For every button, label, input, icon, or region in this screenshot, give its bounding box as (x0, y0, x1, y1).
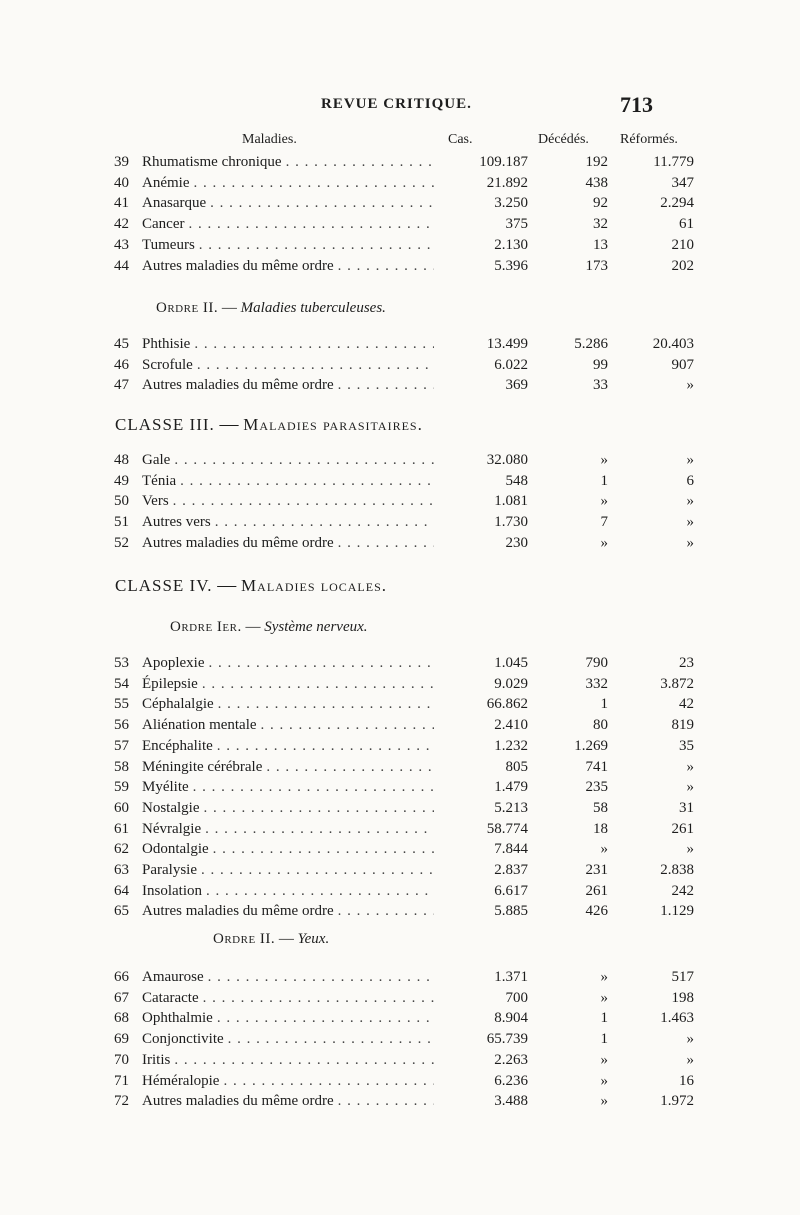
disease-name: Autres maladies du même ordre (142, 257, 334, 274)
leader-dots-inner (174, 450, 434, 470)
row-number: 63 (114, 862, 129, 878)
cell-decedes: 80 (593, 717, 608, 734)
leader-dots-inner (215, 512, 434, 532)
cell-reformes: » (686, 514, 694, 531)
leader-dots-inner (206, 881, 434, 901)
cell-decedes: 1 (600, 1031, 608, 1048)
leader-dots (199, 235, 434, 255)
row-number: 45 (114, 336, 129, 352)
disease-name: Ténia (142, 472, 177, 489)
row-number: 39 (114, 154, 129, 170)
row-number: 52 (114, 534, 129, 551)
leader-dots-inner (174, 1050, 434, 1070)
leader-dots-inner (193, 777, 434, 797)
disease-name: Encéphalite (142, 737, 213, 754)
row-number: 56 (114, 717, 129, 734)
table-row (114, 450, 694, 470)
leader-dots (210, 193, 434, 213)
leader-dots-inner (217, 1008, 434, 1028)
heading-title: Maladies parasitaires. (243, 415, 423, 434)
column-header-decedes: Décédés. (538, 132, 589, 147)
row-number: 55 (114, 696, 129, 713)
table-row (114, 1071, 694, 1091)
table-row (114, 334, 694, 354)
cell-reformes: 242 (671, 882, 694, 899)
table-row (114, 988, 694, 1008)
cell-decedes: 1 (600, 472, 608, 489)
leader-dots-inner (286, 152, 434, 172)
row-number: 64 (114, 882, 129, 899)
leader-dots-inner (223, 1071, 434, 1091)
leader-dots-inner (338, 1091, 434, 1111)
leader-dots (286, 152, 434, 172)
cell-cas: 2.837 (494, 862, 528, 878)
leader-dots (338, 375, 434, 395)
leader-dots (174, 1050, 434, 1070)
cell-decedes: 13 (593, 236, 608, 253)
classe-heading (115, 414, 423, 436)
disease-name: Autres vers (142, 514, 211, 531)
row-number: 69 (114, 1031, 129, 1048)
table-row (114, 256, 694, 276)
row-number: 51 (114, 514, 129, 531)
heading-separator: — (218, 300, 241, 316)
cell-decedes: 32 (593, 216, 608, 233)
cell-cas: 66.862 (486, 696, 528, 713)
cell-cas: 21.892 (486, 174, 528, 191)
heading-label: CLASSE IV. (115, 576, 213, 595)
leader-dots-inner (338, 533, 434, 553)
cell-reformes: » (686, 493, 694, 510)
table-row (114, 653, 694, 673)
cell-reformes: 20.403 (652, 336, 694, 352)
cell-reformes: 202 (671, 257, 694, 274)
cell-decedes: » (600, 841, 608, 858)
cell-reformes: » (686, 841, 694, 858)
cell-reformes: 517 (671, 969, 694, 985)
disease-name: Cancer (142, 216, 185, 233)
disease-name: Tumeurs (142, 236, 195, 253)
disease-name: Méningite cérébrale (142, 758, 263, 775)
table-row (114, 471, 694, 491)
cell-cas: 6.617 (494, 882, 528, 899)
cell-cas: 58.774 (486, 820, 528, 837)
leader-dots (205, 819, 434, 839)
cell-cas: 13.499 (486, 336, 528, 352)
leader-dots (223, 1071, 434, 1091)
cell-reformes: 2.838 (660, 862, 694, 878)
cell-cas: 2.410 (494, 717, 528, 734)
table-row (114, 1029, 694, 1049)
cell-reformes: » (686, 452, 694, 468)
cell-cas: 32.080 (486, 452, 528, 468)
disease-name: Céphalalgie (142, 696, 214, 713)
cell-decedes: 1 (600, 696, 608, 713)
row-number: 59 (114, 779, 129, 796)
leader-dots (215, 512, 434, 532)
table-row (114, 798, 694, 818)
cell-decedes: » (600, 989, 608, 1006)
heading-label: Ordre II. (156, 300, 219, 316)
row-number: 66 (114, 969, 129, 985)
cell-decedes: » (600, 534, 608, 551)
disease-name: Scrofule (142, 356, 193, 373)
order-heading (213, 931, 329, 948)
leader-dots-inner (194, 334, 434, 354)
cell-reformes: 1.972 (660, 1093, 694, 1110)
order-heading (156, 300, 386, 317)
leader-dots (193, 173, 434, 193)
cell-cas: 6.236 (494, 1072, 528, 1089)
cell-cas: 3.250 (494, 195, 528, 212)
disease-name: Odontalgie (142, 841, 209, 858)
cell-cas: 805 (505, 758, 528, 775)
running-title: REVUE CRITIQUE. (321, 96, 472, 112)
table-row (114, 736, 694, 756)
leader-dots (203, 988, 434, 1008)
disease-name: Vers (142, 493, 169, 510)
row-number: 62 (114, 841, 129, 858)
cell-decedes: 33 (593, 377, 608, 394)
leader-dots (201, 860, 434, 880)
heading-title: Système nerveux. (264, 619, 368, 635)
row-number: 44 (114, 257, 129, 274)
cell-reformes: 11.779 (653, 154, 694, 170)
cell-reformes: 210 (671, 236, 694, 253)
leader-dots-inner (213, 839, 434, 859)
table-row (114, 881, 694, 901)
table-row (114, 1091, 694, 1111)
cell-cas: 230 (505, 534, 528, 551)
leader-dots-inner (338, 901, 434, 921)
table-row (114, 777, 694, 797)
cell-reformes: » (686, 534, 694, 551)
leader-dots (338, 533, 434, 553)
column-header-cas: Cas. (448, 132, 473, 147)
leader-dots-inner (208, 967, 434, 987)
disease-name: Cataracte (142, 989, 199, 1006)
table-row (114, 901, 694, 921)
cell-cas: 1.730 (494, 514, 528, 531)
table-row (114, 235, 694, 255)
cell-decedes: 438 (585, 174, 608, 191)
cell-cas: 7.844 (494, 841, 528, 858)
leader-dots-inner (201, 860, 434, 880)
leader-dots (338, 901, 434, 921)
cell-reformes: 3.872 (660, 675, 694, 692)
order-heading (170, 619, 368, 636)
leader-dots-inner (204, 798, 435, 818)
leader-dots-inner (261, 715, 434, 735)
cell-reformes: » (686, 377, 694, 394)
disease-name: Autres maladies du même ordre (142, 1093, 334, 1110)
disease-name: Conjonctivite (142, 1031, 224, 1048)
cell-reformes: 198 (671, 989, 694, 1006)
table-row (114, 491, 694, 511)
table-row (114, 1050, 694, 1070)
row-number: 47 (114, 377, 129, 394)
cell-decedes: 231 (585, 862, 608, 878)
disease-name: Névralgie (142, 820, 202, 837)
row-number: 68 (114, 1010, 129, 1027)
leader-dots-inner (210, 193, 434, 213)
cell-reformes: 6 (686, 472, 694, 489)
page-number: 713 (620, 92, 653, 117)
cell-cas: 2.130 (494, 236, 528, 253)
cell-decedes: » (600, 1072, 608, 1089)
disease-name: Nostalgie (142, 799, 200, 816)
leader-dots-inner (203, 988, 434, 1008)
leader-dots (180, 471, 434, 491)
table-row (114, 1008, 694, 1028)
cell-reformes: 347 (671, 174, 694, 191)
row-number: 40 (114, 174, 129, 191)
leader-dots (217, 736, 434, 756)
disease-name: Rhumatisme chronique (142, 154, 282, 170)
leader-dots (208, 967, 434, 987)
cell-cas: 1.479 (494, 779, 528, 796)
cell-decedes: 18 (593, 820, 608, 837)
leader-dots (202, 674, 434, 694)
table-row (114, 512, 694, 532)
cell-cas: 5.885 (494, 903, 528, 920)
cell-reformes: 2.294 (660, 195, 694, 212)
table-row (114, 173, 694, 193)
leader-dots-inner (205, 819, 434, 839)
cell-decedes: 332 (585, 675, 608, 692)
row-number: 49 (114, 472, 129, 489)
column-header-maladies: Maladies. (242, 132, 297, 147)
table-row (114, 715, 694, 735)
cell-decedes: 261 (585, 882, 608, 899)
cell-cas: 109.187 (479, 154, 528, 170)
cell-cas: 1.081 (494, 493, 528, 510)
cell-cas: 1.232 (494, 737, 528, 754)
cell-reformes: 23 (679, 655, 694, 671)
row-number: 72 (114, 1093, 129, 1110)
leader-dots (213, 839, 434, 859)
leader-dots (197, 355, 434, 375)
leader-dots-inner (188, 214, 434, 234)
leader-dots (204, 798, 435, 818)
leader-dots-inner (208, 653, 434, 673)
leader-dots-inner (217, 736, 434, 756)
row-number: 43 (114, 236, 129, 253)
leader-dots (266, 757, 434, 777)
table-row (114, 860, 694, 880)
cell-cas: 8.904 (494, 1010, 528, 1027)
leader-dots (188, 214, 434, 234)
disease-name: Anémie (142, 174, 190, 191)
cell-decedes: 1.269 (574, 737, 608, 754)
disease-name: Anasarque (142, 195, 207, 212)
cell-decedes: 92 (593, 195, 608, 212)
cell-decedes: 1 (600, 1010, 608, 1027)
disease-name: Épilepsie (142, 675, 198, 692)
row-number: 53 (114, 655, 129, 671)
table-row (114, 214, 694, 234)
row-number: 67 (114, 989, 129, 1006)
disease-name: Héméralopie (142, 1072, 220, 1089)
heading-separator: — (241, 619, 265, 635)
leader-dots (338, 256, 434, 276)
heading-title: Yeux. (297, 931, 330, 947)
cell-cas: 65.739 (486, 1031, 528, 1048)
row-number: 61 (114, 820, 129, 837)
heading-separator: — (212, 575, 242, 596)
leader-dots (228, 1029, 434, 1049)
disease-name: Autres maladies du même ordre (142, 534, 334, 551)
table-row (114, 193, 694, 213)
disease-name: Phthisie (142, 336, 191, 352)
row-number: 71 (114, 1072, 129, 1089)
disease-name: Autres maladies du même ordre (142, 903, 334, 920)
table-row (114, 694, 694, 714)
leader-dots-inner (266, 757, 434, 777)
leader-dots (208, 653, 434, 673)
disease-name: Autres maladies du même ordre (142, 377, 334, 394)
leader-dots (193, 777, 434, 797)
cell-decedes: 58 (593, 799, 608, 816)
table-row (114, 819, 694, 839)
cell-cas: 1.371 (494, 969, 528, 985)
cell-reformes: 16 (679, 1072, 694, 1089)
cell-cas: 2.263 (494, 1051, 528, 1068)
leader-dots-inner (180, 471, 434, 491)
cell-reformes: 31 (679, 799, 694, 816)
leader-dots-inner (193, 173, 434, 193)
leader-dots-inner (173, 491, 434, 511)
cell-cas: 375 (505, 216, 528, 233)
disease-name: Insolation (142, 882, 202, 899)
row-number: 50 (114, 493, 129, 510)
heading-separator: — (214, 414, 244, 435)
cell-decedes: 192 (585, 154, 608, 170)
cell-decedes: » (600, 493, 608, 510)
heading-title: Maladies tuberculeuses. (240, 300, 386, 316)
row-number: 65 (114, 903, 129, 920)
table-row (114, 839, 694, 859)
cell-cas: 5.396 (494, 257, 528, 274)
heading-label: Ordre II. (213, 931, 276, 947)
cell-reformes: » (686, 1031, 694, 1048)
cell-reformes: 1.129 (660, 903, 694, 920)
cell-decedes: » (600, 969, 608, 985)
cell-reformes: » (686, 758, 694, 775)
cell-decedes: 741 (585, 758, 608, 775)
cell-reformes: 261 (671, 820, 694, 837)
cell-reformes: 42 (679, 696, 694, 713)
table-row (114, 757, 694, 777)
cell-decedes: 235 (585, 779, 608, 796)
cell-cas: 6.022 (494, 356, 528, 373)
disease-name: Myélite (142, 779, 189, 796)
cell-reformes: 61 (679, 216, 694, 233)
cell-cas: 3.488 (494, 1093, 528, 1110)
cell-reformes: 907 (671, 356, 694, 373)
disease-name: Apoplexie (142, 655, 205, 671)
leader-dots (194, 334, 434, 354)
cell-decedes: » (600, 1051, 608, 1068)
cell-reformes: » (686, 779, 694, 796)
classe-heading (115, 575, 387, 597)
row-number: 48 (114, 452, 129, 468)
cell-reformes: 35 (679, 737, 694, 754)
row-number: 41 (114, 195, 129, 212)
leader-dots-inner (228, 1029, 434, 1049)
leader-dots-inner (197, 355, 434, 375)
cell-decedes: 5.286 (574, 336, 608, 352)
cell-reformes: 1.463 (660, 1010, 694, 1027)
leader-dots (218, 694, 434, 714)
column-header-reformes: Réformés. (620, 132, 678, 147)
cell-decedes: » (600, 1093, 608, 1110)
row-number: 46 (114, 356, 129, 373)
heading-title: Maladies locales. (241, 576, 387, 595)
leader-dots-inner (338, 256, 434, 276)
heading-label: CLASSE III. (115, 415, 215, 434)
cell-decedes: 7 (600, 514, 608, 531)
leader-dots-inner (338, 375, 434, 395)
table-row (114, 533, 694, 553)
cell-decedes: 426 (585, 903, 608, 920)
heading-separator: — (275, 931, 298, 947)
disease-name: Aliénation mentale (142, 717, 257, 734)
leader-dots-inner (218, 694, 434, 714)
table-row (114, 152, 694, 172)
cell-cas: 5.213 (494, 799, 528, 816)
leader-dots (261, 715, 434, 735)
cell-cas: 369 (505, 377, 528, 394)
leader-dots (206, 881, 434, 901)
table-row (114, 375, 694, 395)
table-row (114, 674, 694, 694)
heading-label: Ordre Ier. (170, 619, 242, 635)
cell-cas: 700 (505, 989, 528, 1006)
leader-dots (217, 1008, 434, 1028)
disease-name: Amaurose (142, 969, 204, 985)
leader-dots-inner (202, 674, 434, 694)
disease-name: Iritis (142, 1051, 171, 1068)
row-number: 60 (114, 799, 129, 816)
disease-name: Gale (142, 452, 171, 468)
cell-reformes: 819 (671, 717, 694, 734)
cell-decedes: » (600, 452, 608, 468)
cell-cas: 548 (505, 472, 528, 489)
cell-decedes: 99 (593, 356, 608, 373)
row-number: 42 (114, 216, 129, 233)
disease-name: Ophthalmie (142, 1010, 213, 1027)
disease-name: Paralysie (142, 862, 197, 878)
table-row (114, 355, 694, 375)
table-row (114, 967, 694, 987)
row-number: 70 (114, 1051, 129, 1068)
leader-dots (173, 491, 434, 511)
cell-cas: 1.045 (494, 655, 528, 671)
row-number: 58 (114, 758, 129, 775)
cell-decedes: 173 (585, 257, 608, 274)
cell-reformes: » (686, 1051, 694, 1068)
cell-decedes: 790 (585, 655, 608, 671)
leader-dots (338, 1091, 434, 1111)
row-number: 57 (114, 737, 129, 754)
leader-dots (174, 450, 434, 470)
row-number: 54 (114, 675, 129, 692)
leader-dots-inner (199, 235, 434, 255)
cell-cas: 9.029 (494, 675, 528, 692)
